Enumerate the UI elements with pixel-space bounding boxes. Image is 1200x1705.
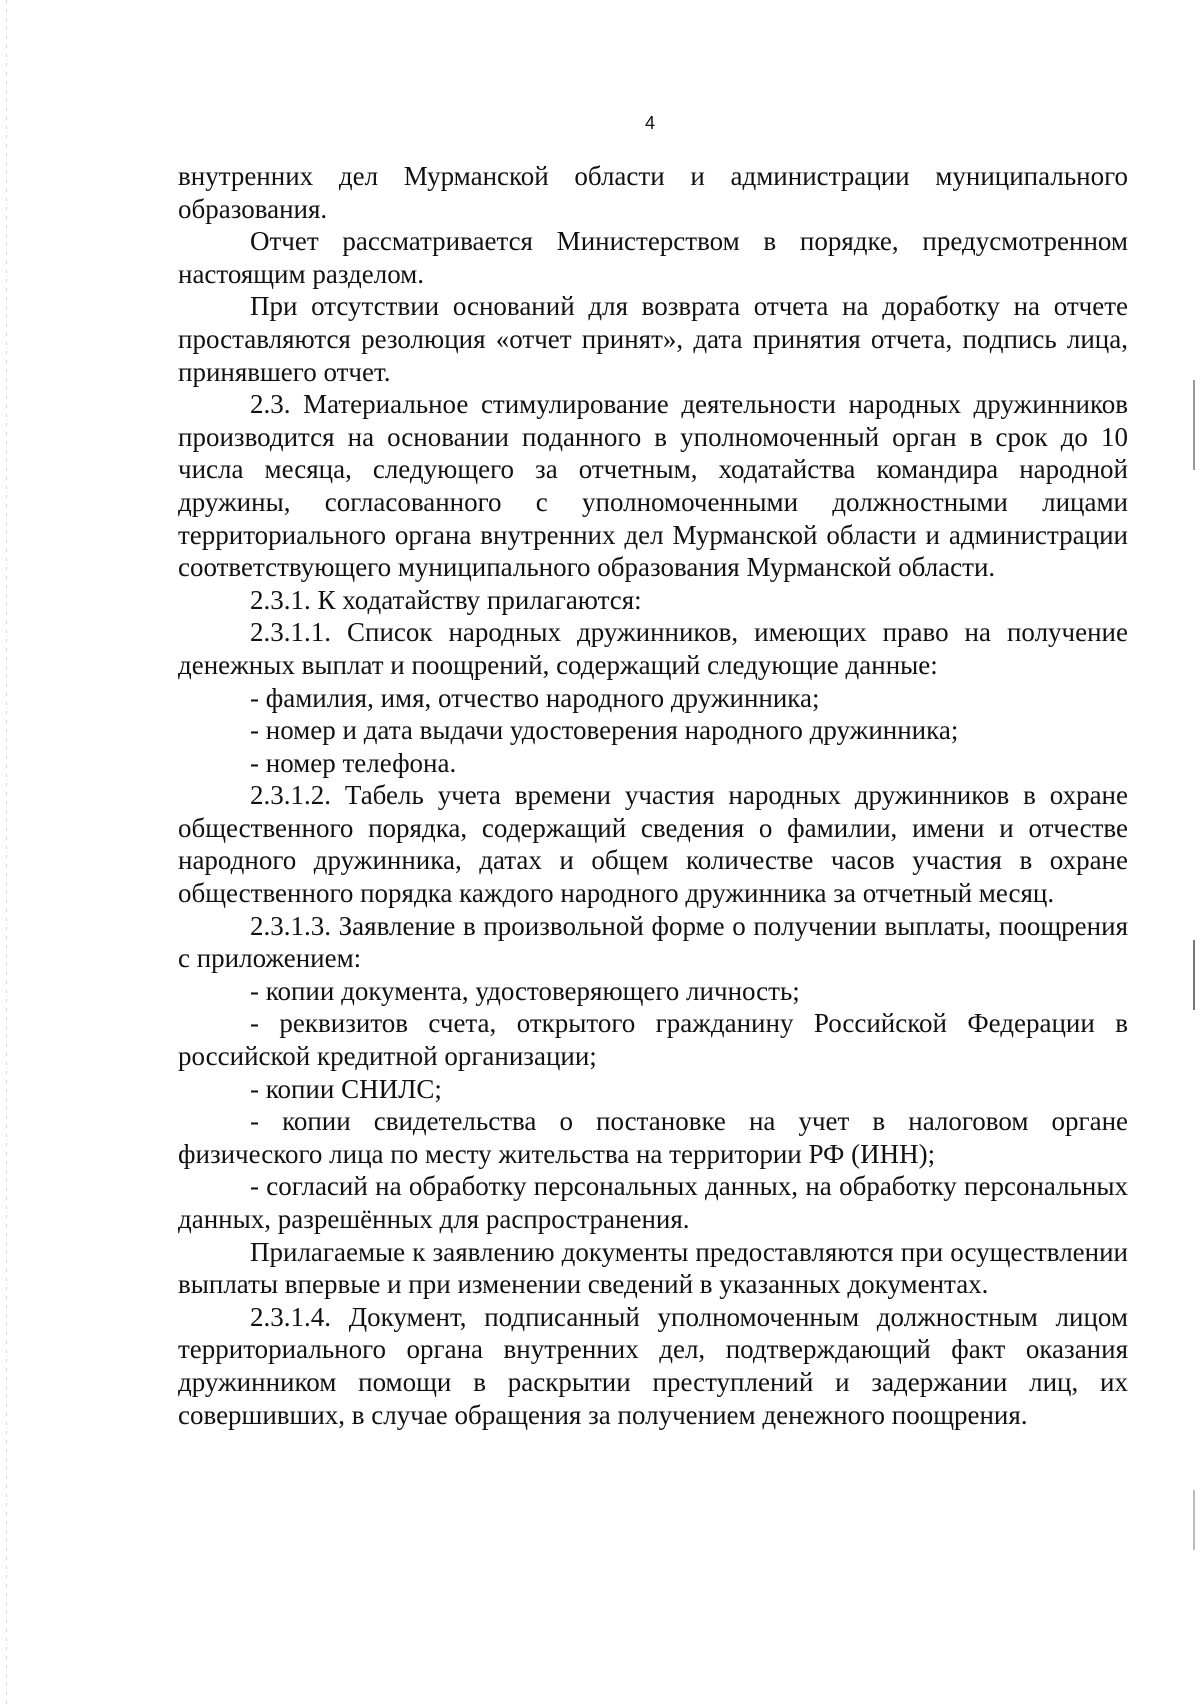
- paragraph-continuation: внутренних дел Мурманской области и администрации муниципального образования.: [178, 161, 1128, 224]
- section-2-3-1: 2.3.1. К ходатайству прилагаются:: [250, 584, 642, 615]
- list-item: - номер и дата выдачи удостоверения народного дружинника;: [250, 715, 959, 746]
- list-item: - номер телефона.: [250, 747, 457, 778]
- page-number: 4: [644, 113, 655, 133]
- section-2-3-1-2: 2.3.1.2. Табель учета времени участия народных дружинников в охране общественного порядка, содержащий сведения о фамилии, имени и отчестве народного дружинника, датах и общем количестве часов участия в охране общественного порядка каждого народного дружинника за отчетный месяц.: [178, 780, 1128, 909]
- document-body: [178, 160, 1128, 1431]
- paragraph: При отсутствии оснований для возврата отчета на доработку на отчете проставляются резолюция «отчет принят», дата принятия отчета, подпись лица, принявшего отчет.: [178, 291, 1128, 387]
- list-item: - реквизитов счета, открытого гражданину Российской Федерации в российской кредитной организации;: [178, 1008, 1128, 1072]
- list-item: - копии документа, удостоверяющего личность;: [250, 975, 800, 1006]
- list-item: - копии СНИЛС;: [250, 1073, 442, 1104]
- paragraph: Отчет рассматривается Министерством в порядке, предусмотренном настоящим разделом.: [178, 226, 1128, 289]
- scan-mark-artifact: [1193, 380, 1195, 470]
- list-item: - копии свидетельства о постановке на учет в налоговом органе физического лица по месту жительства на территории РФ (ИНН);: [178, 1106, 1128, 1169]
- scan-mark-artifact: [1193, 1490, 1195, 1550]
- scan-edge-artifact: [6, 0, 7, 1705]
- list-item: - согласий на обработку персональных данных, на обработку персональных данных, разрешённых для распространения.: [178, 1171, 1128, 1234]
- section-2-3: 2.3. Материальное стимулирование деятельности народных дружинников производится на основании поданного в уполномоченный орган в срок до 10 числа месяца, следующего за отчетным, ходатайства командира народной дружины, согласованного с уполномоченными должностными лицами территориального органа внутренних дел Мурманской области и администрации соответствующего муниципального образования Мурманской области.: [178, 389, 1128, 583]
- section-2-3-1-1: 2.3.1.1. Список народных дружинников, имеющих право на получение денежных выплат и поощрений, содержащий следующие данные:: [178, 617, 1128, 680]
- section-2-3-1-3: 2.3.1.3. Заявление в произвольной форме о получении выплаты, поощрения с приложением:: [178, 910, 1128, 974]
- paragraph: Прилагаемые к заявлению документы предоставляются при осуществлении выплаты впервые и при изменении сведений в указанных документах.: [178, 1236, 1128, 1300]
- list-item: - фамилия, имя, отчество народного дружинника;: [250, 682, 820, 713]
- section-2-3-1-4: 2.3.1.4. Документ, подписанный уполномоченным должностным лицом территориального органа внутренних дел, подтверждающий факт оказания дружинником помощи в раскрытии преступлений и задержании лиц, их совершивших, в случае обращения за получением денежного поощрения.: [178, 1301, 1128, 1430]
- scan-mark-artifact: [1193, 940, 1195, 1010]
